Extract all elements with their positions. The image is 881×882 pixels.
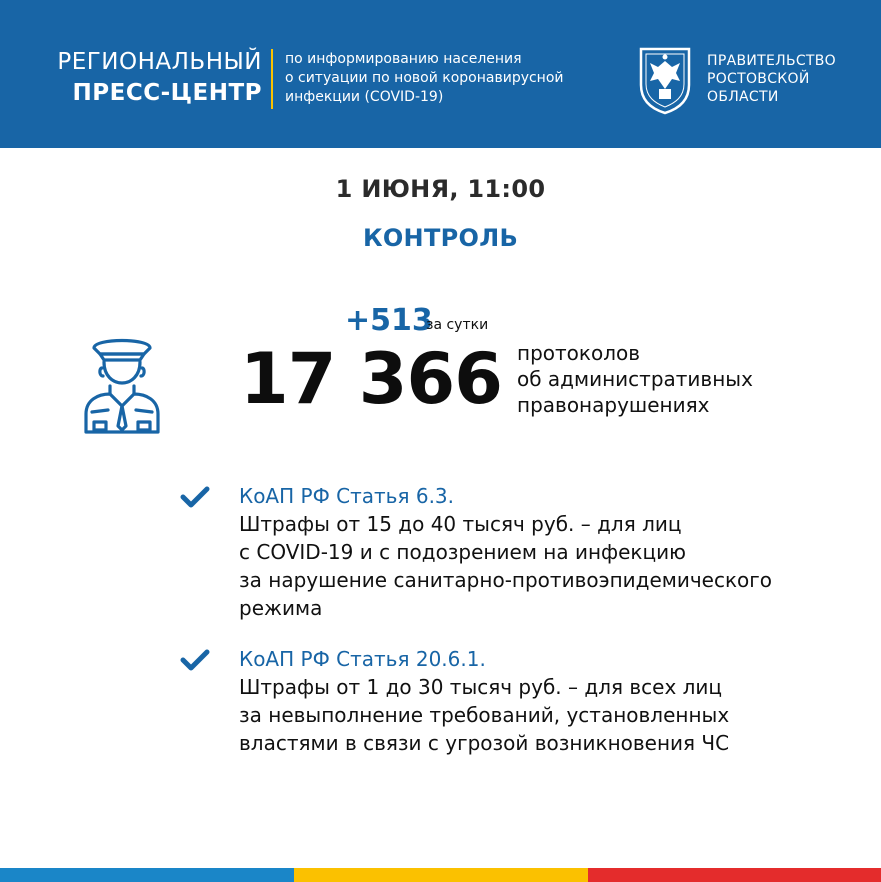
article-title: КоАП РФ Статья 20.6.1. bbox=[239, 647, 486, 671]
article-description bbox=[239, 510, 772, 622]
header-description-line: инфекции (COVID-19) bbox=[285, 89, 444, 105]
government-name-line: РОСТОВСКОЙ bbox=[707, 71, 810, 87]
header-divider bbox=[271, 49, 273, 109]
protocols-description bbox=[517, 340, 817, 418]
checkmark-icon bbox=[180, 649, 210, 671]
header-description-line: о ситуации по новой коронавирусной bbox=[285, 70, 564, 86]
section-title: КОНТРОЛЬ bbox=[362, 224, 519, 252]
checkmark-icon bbox=[180, 486, 210, 508]
brand-line-2: ПРЕСС-ЦЕНТР bbox=[72, 80, 262, 106]
police-officer-icon bbox=[80, 330, 164, 434]
daily-increase-label: за сутки bbox=[426, 317, 489, 333]
government-name-line: ОБЛАСТИ bbox=[707, 89, 779, 105]
article-description-line: Штрафы от 1 до 30 тысяч руб. – для всех лиц bbox=[239, 675, 723, 699]
protocols-total: 17 366 bbox=[240, 338, 502, 420]
report-date: 1 ИЮНЯ, 11:00 bbox=[335, 175, 546, 203]
footer-stripe-blue bbox=[0, 868, 294, 882]
article-description-line: за нарушение санитарно-противоэпидемического bbox=[239, 568, 773, 592]
article-description-line: за невыполнение требований, установленных bbox=[239, 703, 730, 727]
article-description-line: режима bbox=[239, 596, 323, 620]
footer-stripe-red bbox=[588, 868, 881, 882]
daily-increase: +513 bbox=[345, 303, 433, 338]
article-description-line: властями в связи с угрозой возникновения ЧС bbox=[239, 731, 730, 755]
protocols-description-line: правонарушениях bbox=[517, 393, 710, 417]
protocols-description-line: об административных bbox=[517, 367, 753, 391]
article-description-line: Штрафы от 15 до 40 тысяч руб. – для лиц bbox=[239, 512, 682, 536]
brand-line-1: РЕГИОНАЛЬНЫЙ bbox=[57, 49, 262, 75]
footer-stripe-yellow bbox=[294, 868, 588, 882]
government-name bbox=[707, 52, 867, 106]
rostov-coat-of-arms-icon bbox=[636, 45, 694, 115]
article-description bbox=[239, 673, 729, 757]
header-description-line: по информированию населения bbox=[285, 51, 522, 67]
article-title: КоАП РФ Статья 6.3. bbox=[239, 484, 455, 508]
header-bar bbox=[0, 0, 881, 148]
protocols-description-line: протоколов bbox=[517, 341, 641, 365]
government-name-line: ПРАВИТЕЛЬСТВО bbox=[707, 53, 837, 69]
article-description-line: с COVID-19 и с подозрением на инфекцию bbox=[239, 540, 686, 564]
header-description bbox=[285, 50, 605, 107]
